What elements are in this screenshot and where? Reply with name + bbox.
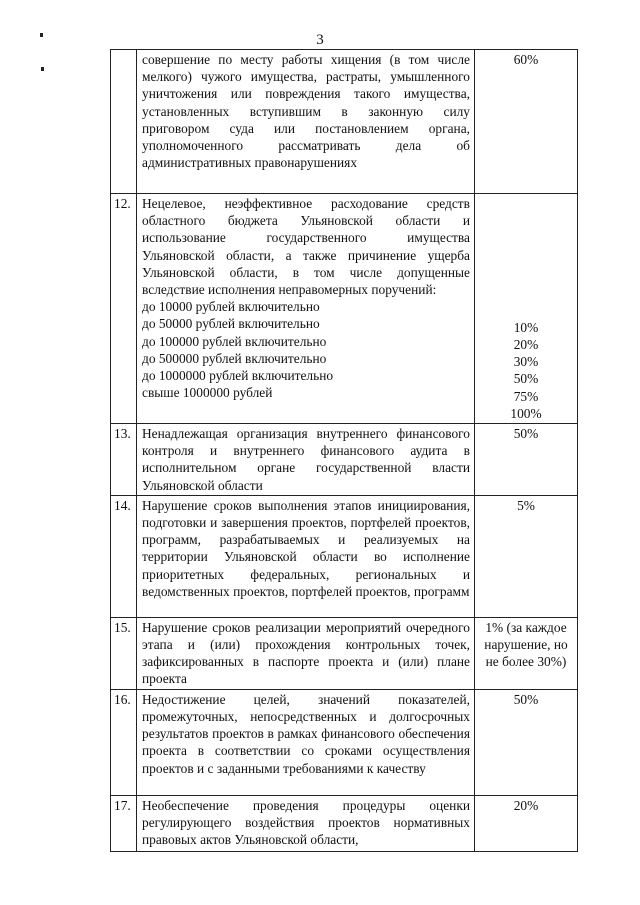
row-description: Необеспечение проведения процедуры оценки регулирующего воздействия проектов нормативных правовых актов Ульяновской области, [137,795,475,851]
row-description: совершение по месту работы хищения (в том числе мелкого) чужого имущества, растраты, умышленного уничтожения или повреждения такого имущества, установленных вступившим в законную силу приговором суда или постановлением органа, уполномоченного рассматривать дела об административных правонарушениях [137,50,475,194]
threshold-label: до 10000 рублей включительно [142,299,320,315]
row-value: 20% [475,795,578,851]
row-value: 5% [475,495,578,617]
threshold-value: 50% [513,371,539,387]
row-value-line: не более 30%) [485,654,567,670]
threshold-value: 20% [513,336,539,352]
row-value [475,194,578,424]
table-row [111,50,578,194]
row-description: Нарушение сроков реализации мероприятий очередного этапа и (или) прохождения контрольных точек, зафиксированных в паспорте проекта и (или) плане проекта [137,617,475,689]
row-number [111,50,137,194]
row-value: 60% [475,50,578,194]
margin-mark [41,67,44,71]
margin-mark [40,33,43,37]
threshold-label: свыше 1000000 рублей [142,385,273,401]
row-number: 16. [111,689,137,795]
row-value: 50% [475,689,578,795]
row-description-intro: Нецелевое, неэффективное расходование средств областного бюджета Ульяновской области и использование государственного имущества Ульяновской области, а также причинение ущерба Ульяновской области, в том числе допущенные вследствие исполнения неправомерных поручений: [142,196,470,298]
table-row [111,495,578,617]
row-number: 13. [111,424,137,496]
row-value-line: 1% (за каждое [485,619,567,635]
table-row [111,689,578,795]
row-value: 50% [475,424,578,496]
threshold-value: 100% [510,405,542,421]
threshold-label: до 500000 рублей включительно [142,350,327,366]
table-row [111,795,578,851]
table-row [111,617,578,689]
page-number: 3 [316,32,324,48]
row-description [137,194,475,424]
row-description: Ненадлежащая организация внутреннего финансового контроля и внутреннего финансового аудита в исполнительном органе государственной власти Ульяновской области [137,424,475,496]
threshold-value: 10% [513,319,539,335]
row-value-line: нарушение, но [484,637,568,653]
threshold-value: 75% [513,388,539,404]
row-description: Нарушение сроков выполнения этапов инициирования, подготовки и завершения проектов, портфелей проектов, программ, разрабатываемых и реализуемых на территории Ульяновской области во исполнение приоритетных федеральных, региональных и ведомственных проектов, портфелей проектов, программ [137,495,475,617]
row-number: 17. [111,795,137,851]
row-number: 12. [111,194,137,424]
row-description: Недостижение целей, значений показателей, промежуточных, непосредственных и долгосрочных результатов проектов в рамках финансового обеспечения проекта в соответствии со сроками осуществления проектов и с заданными требованиями к качеству [137,689,475,795]
row-value [475,617,578,689]
threshold-value: 30% [513,354,539,370]
penalty-table [110,49,578,852]
threshold-label: до 100000 рублей включительно [142,333,327,349]
table-row [111,424,578,496]
row-number: 14. [111,495,137,617]
table-row [111,194,578,424]
row-number: 15. [111,617,137,689]
threshold-label: до 1000000 рублей включительно [142,368,334,384]
threshold-label: до 50000 рублей включительно [142,316,320,332]
